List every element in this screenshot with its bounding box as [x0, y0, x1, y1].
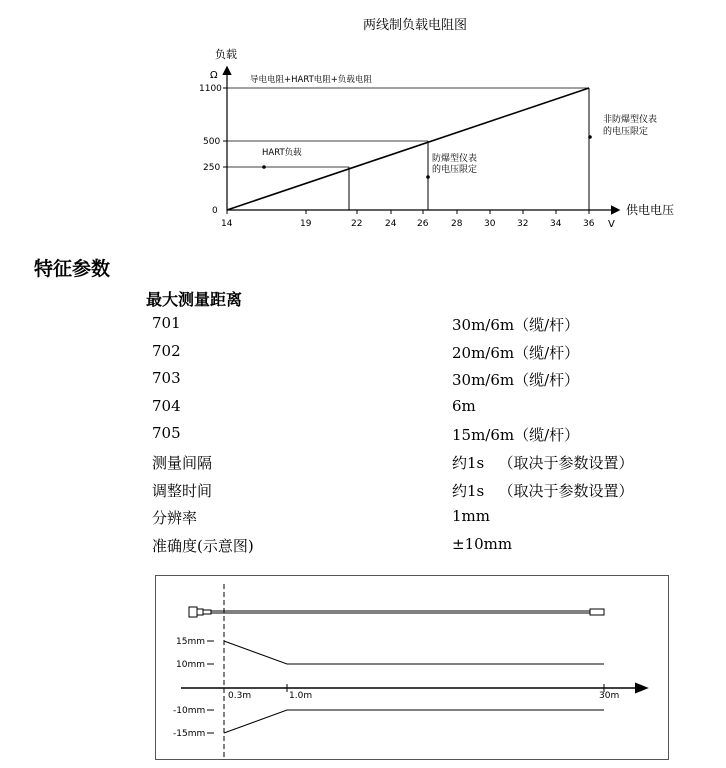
hart-load-dot	[262, 165, 266, 169]
spec-row	[152, 311, 712, 339]
y-tick-0: 0	[212, 206, 218, 216]
spec-value: 约1s （取决于参数设置）	[452, 481, 634, 500]
y-tick-250: 250	[203, 163, 221, 173]
spec-row	[152, 477, 712, 505]
spec-value: ±10mm	[452, 534, 513, 553]
annotation-hart-load: HART负载	[262, 148, 302, 158]
x-tick-14: 14	[221, 219, 233, 229]
non-ex-limit-dot	[588, 135, 592, 139]
spec-label: 准确度(示意图)	[152, 536, 254, 555]
sub-heading: 最大测量距离	[146, 290, 243, 309]
y-tick-1100: 1100	[199, 84, 222, 94]
y-tick-500: 500	[203, 137, 221, 147]
annotation-non-ex-limit-1: 非防爆型仪表	[603, 115, 658, 125]
spec-label: 701	[152, 314, 181, 332]
accuracy-y-neg10: -10mm	[173, 706, 206, 716]
section-heading: 特征参数	[34, 258, 111, 280]
spec-value: 30m/6m（缆/杆）	[452, 316, 580, 334]
x-tick-30: 30	[484, 219, 496, 229]
spec-label: 测量间隔	[152, 453, 213, 472]
spec-label: 分辨率	[152, 509, 198, 528]
annotation-ex-limit-1: 防爆型仪表	[432, 154, 478, 164]
probe-rod-icon	[189, 607, 604, 617]
x-tick-28: 28	[451, 219, 463, 229]
x-tick-19: 19	[300, 219, 312, 229]
accuracy-y-15: 15mm	[176, 637, 205, 647]
spec-value: 6m	[452, 396, 476, 415]
accuracy-upper-line	[224, 641, 604, 664]
spec-value: 20m/6m（缆/杆）	[452, 343, 580, 362]
accuracy-y-neg15: -15mm	[173, 729, 206, 739]
spec-label: 702	[152, 341, 181, 360]
x-tick-34: 34	[550, 219, 562, 229]
x-tick-24: 24	[385, 219, 397, 229]
x-tick-36: 36	[583, 219, 595, 229]
spec-value: 30m/6m（缆/杆）	[452, 371, 580, 390]
annotation-total-load: 导电电阻+HART电阻+负载电阻	[250, 75, 372, 85]
annotation-non-ex-limit-2: 的电压限定	[603, 127, 649, 137]
spec-table	[152, 311, 712, 559]
accuracy-x-1.0m: 1.0m	[289, 691, 313, 701]
x-axis-unit: V	[608, 219, 615, 230]
spec-row	[152, 532, 712, 560]
spec-row	[152, 394, 712, 422]
spec-row	[152, 339, 712, 367]
spec-value: 15m/6m（缆/杆）	[452, 426, 580, 445]
annotation-ex-limit-2: 的电压限定	[432, 165, 478, 175]
spec-label: 703	[152, 369, 181, 388]
load-chart-title: 两线制负载电阻图	[362, 18, 467, 33]
x-tick-32: 32	[517, 219, 529, 229]
accuracy-y-10: 10mm	[176, 660, 205, 670]
accuracy-x-30m: 30m	[599, 691, 620, 701]
accuracy-diagram	[155, 575, 669, 760]
y-axis-label: 负载	[215, 48, 237, 61]
spec-label: 705	[152, 424, 181, 443]
spec-row	[152, 504, 712, 532]
spec-label: 调整时间	[152, 481, 213, 500]
spec-label: 704	[152, 396, 181, 415]
spec-row	[152, 449, 712, 477]
load-resistance-chart	[0, 0, 726, 240]
y-axis-unit: Ω	[210, 70, 218, 81]
spec-row	[152, 366, 712, 394]
spec-row	[152, 421, 712, 449]
spec-value: 1mm	[452, 507, 490, 526]
x-axis-label: 供电电压	[626, 203, 675, 217]
accuracy-x-0.3m: 0.3m	[228, 691, 252, 701]
x-tick-26: 26	[417, 219, 429, 229]
ex-limit-dot	[426, 175, 430, 179]
accuracy-lower-line	[224, 710, 604, 733]
x-tick-22: 22	[351, 219, 363, 229]
spec-value: 约1s （取决于参数设置）	[452, 453, 634, 472]
